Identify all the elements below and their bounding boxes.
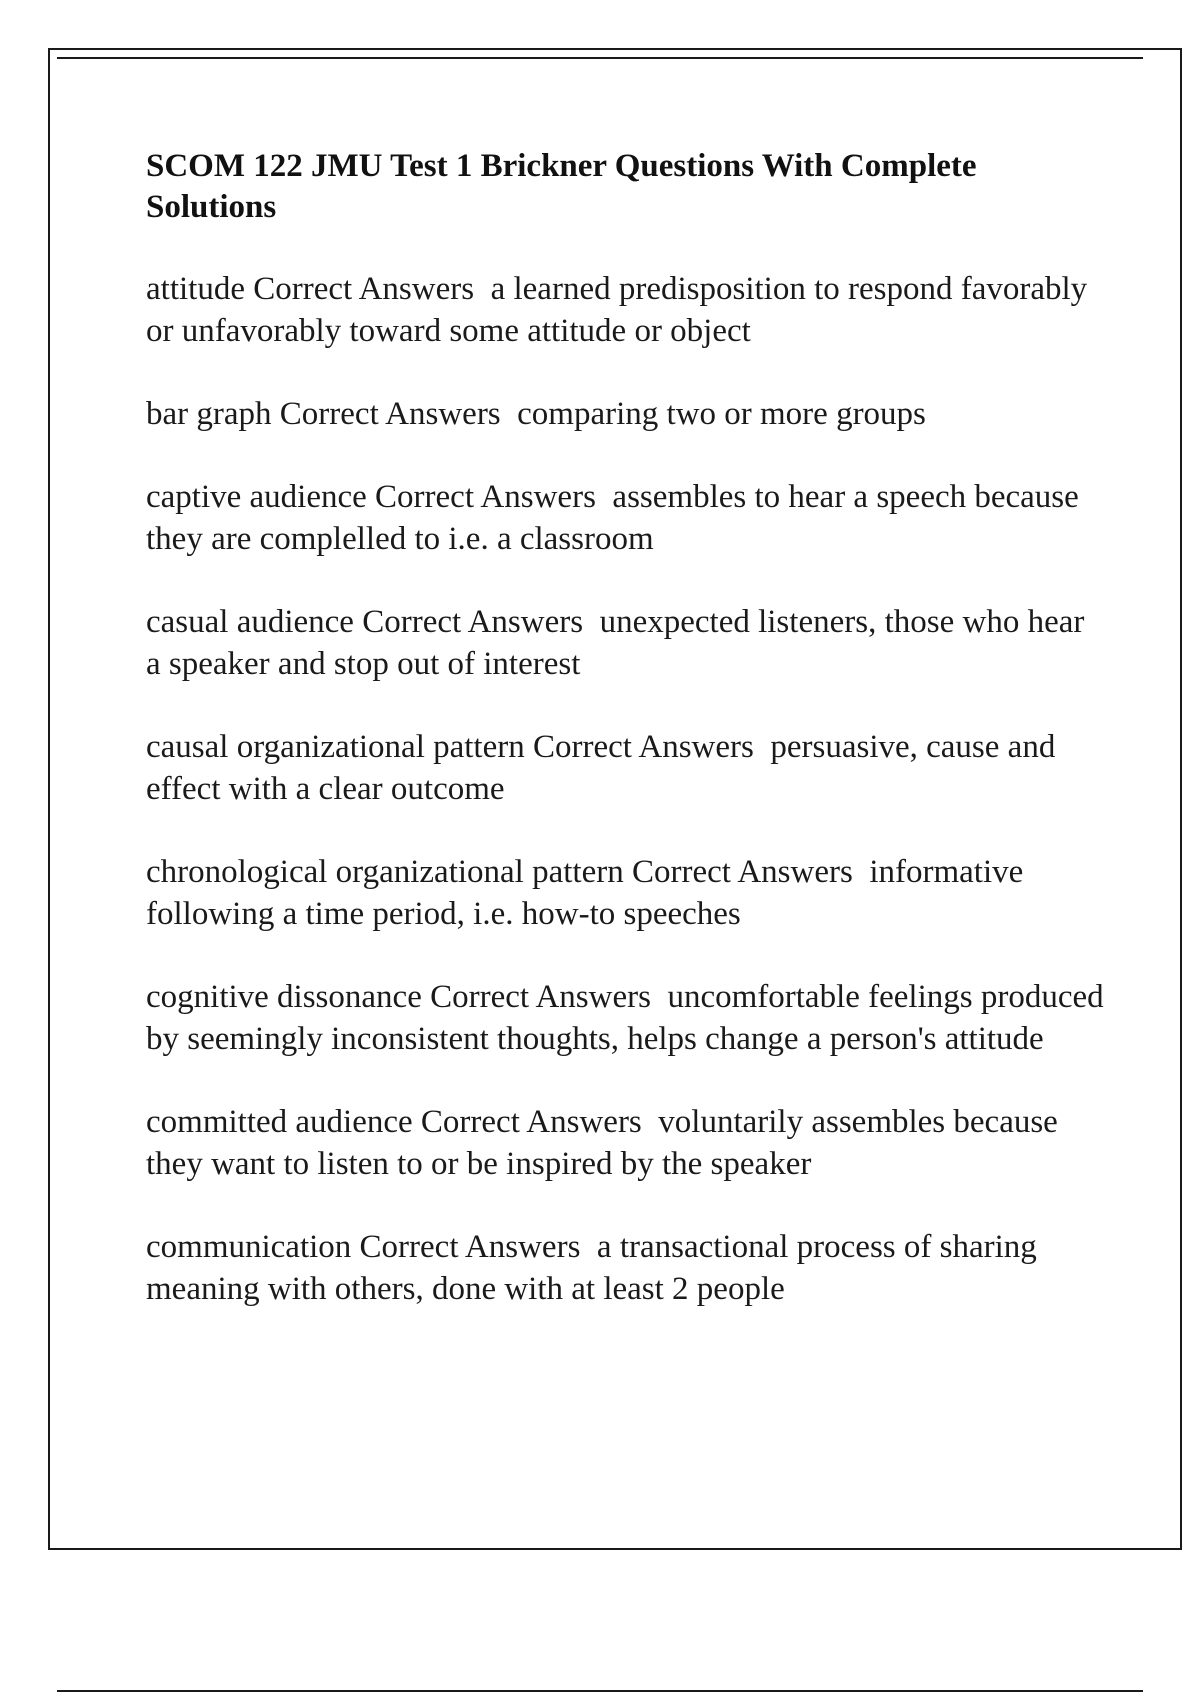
entry-separator: Correct Answers — [271, 396, 518, 432]
entry-causal-organizational-pattern — [146, 726, 1106, 810]
entry-attitude — [146, 268, 1106, 352]
entry-list — [146, 268, 1112, 1310]
entry-definition: voluntarily assembles because they want to listen to or be inspired by the speaker — [146, 1104, 1067, 1182]
entry-definition: uncomfortable feelings produced by seemingly inconsistent thoughts, helps change a person's attitude — [146, 979, 1112, 1057]
entry-committed-audience — [146, 1101, 1106, 1185]
entry-definition: unexpected listeners, those who hear a speaker and stop out of interest — [146, 604, 1093, 682]
document-content — [146, 146, 1112, 1351]
entry-separator: Correct Answers — [366, 479, 613, 515]
entry-bar-graph — [146, 393, 1106, 435]
entry-definition: comparing two or more groups — [517, 396, 926, 432]
entry-term: captive audience — [146, 479, 367, 515]
entry-separator: Correct Answers — [421, 979, 668, 1015]
entry-chronological-organizational-pattern — [146, 851, 1106, 935]
entry-definition: a learned predisposition to respond favorably or unfavorably toward some attitude or object — [146, 271, 1096, 349]
entry-term: committed audience — [146, 1104, 413, 1140]
entry-term: bar graph — [146, 396, 272, 432]
entry-communication — [146, 1226, 1106, 1310]
entry-separator: Correct Answers — [353, 604, 600, 640]
entry-term: causal organizational pattern — [146, 729, 525, 765]
entry-separator: Correct Answers — [412, 1104, 659, 1140]
document-title: SCOM 122 JMU Test 1 Brickner Questions With Complete Solutions — [146, 148, 977, 225]
entry-term: chronological organizational pattern — [146, 854, 624, 890]
entry-definition: a transactional process of sharing meaning with others, done with at least 2 people — [146, 1229, 1046, 1307]
entry-captive-audience — [146, 476, 1106, 560]
entry-definition: informative following a time period, i.e. how-to speeches — [146, 854, 1032, 932]
bottom-rule — [57, 1690, 1143, 1692]
entry-cognitive-dissonance — [146, 976, 1112, 1060]
entry-term: casual audience — [146, 604, 354, 640]
entry-separator: Correct Answers — [623, 854, 870, 890]
entry-term: attitude — [146, 271, 245, 307]
entry-definition: persuasive, cause and effect with a clear outcome — [146, 729, 1064, 807]
entry-term: cognitive dissonance — [146, 979, 422, 1015]
entry-separator: Correct Answers — [524, 729, 771, 765]
entry-definition: assembles to hear a speech because they are complelled to i.e. a classroom — [146, 479, 1088, 557]
top-rule — [57, 57, 1143, 59]
entry-separator: Correct Answers — [351, 1229, 597, 1265]
entry-term: communication — [146, 1229, 352, 1265]
entry-casual-audience — [146, 601, 1106, 685]
entry-separator: Correct Answers — [244, 271, 491, 307]
